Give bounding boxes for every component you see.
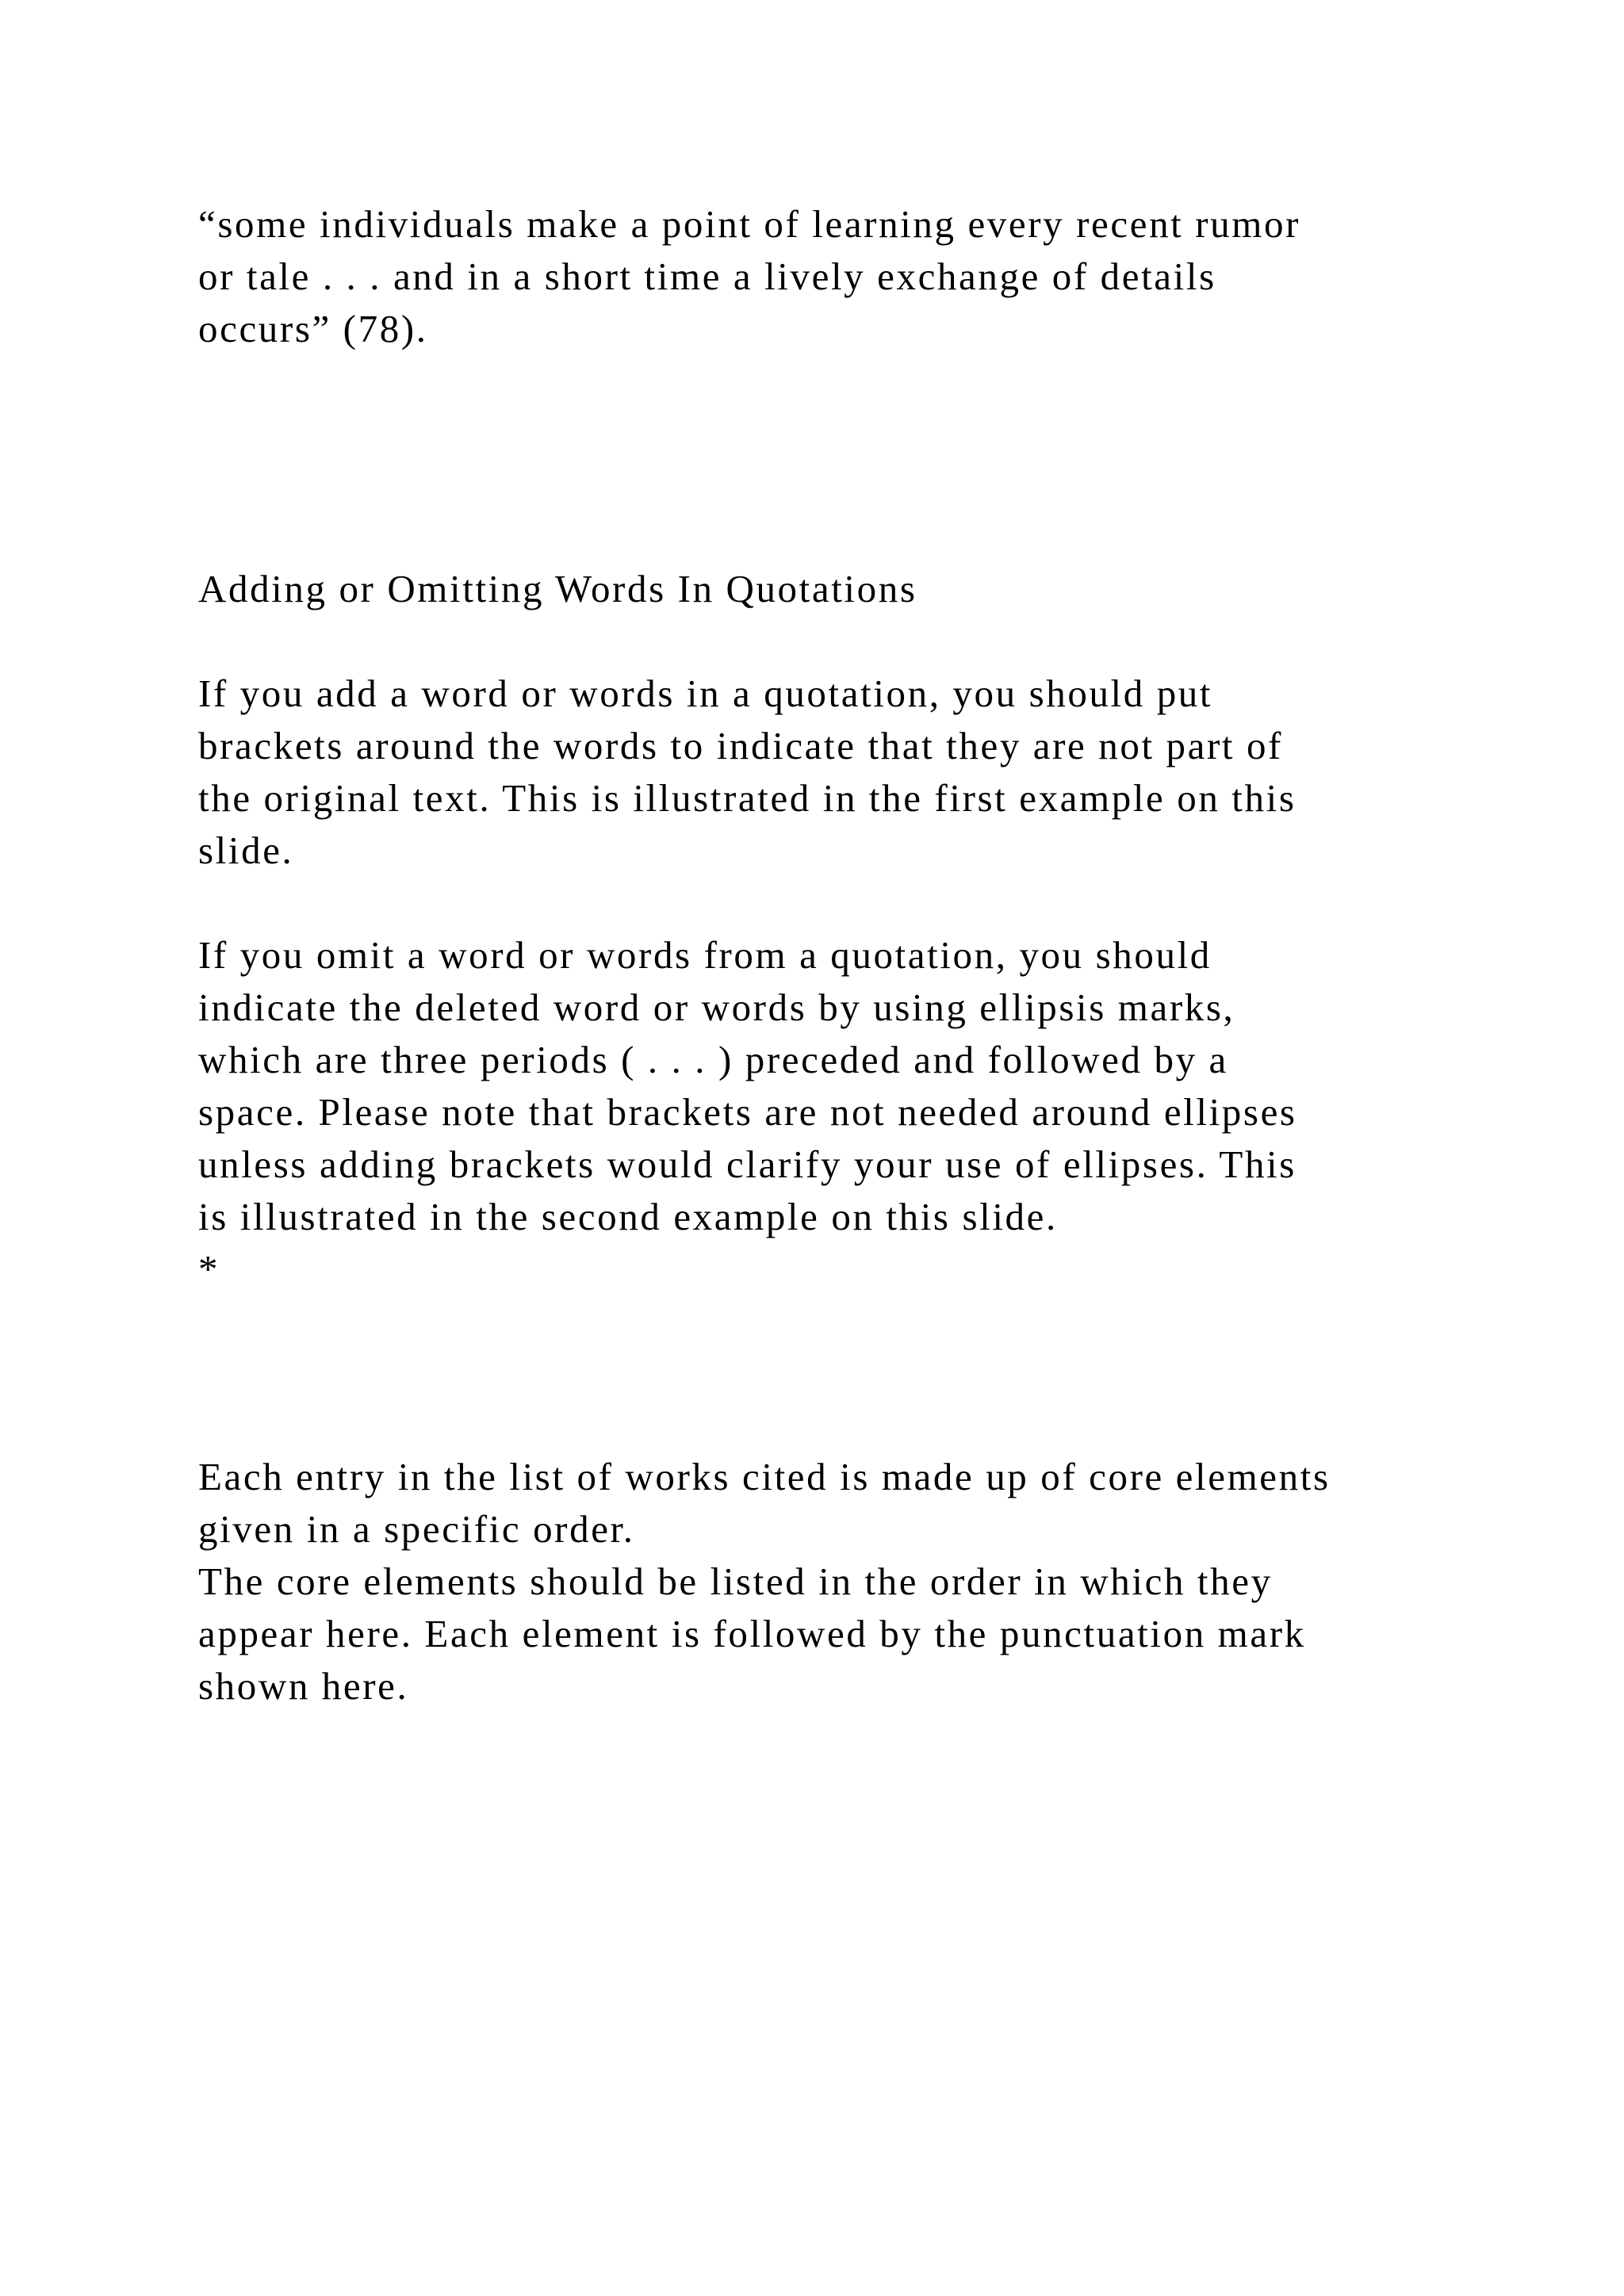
asterisk-marker: * [198,1247,220,1291]
paragraph-1-line-2: brackets around the words to indicate that they are not part of [198,724,1283,767]
quote-line-1: “some individuals make a point of learning every recent rumor [198,202,1300,246]
paragraph-3-line-5: shown here. [198,1664,409,1708]
paragraph-3-line-1: Each entry in the list of works cited is made up of core elements [198,1455,1331,1498]
paragraph-2-line-1: If you omit a word or words from a quotation, you should [198,933,1212,977]
paragraph-2-line-5: unless adding brackets would clarify your use of ellipses. This [198,1142,1297,1186]
paragraph-2-line-6: is illustrated in the second example on this slide. [198,1195,1058,1238]
section-heading: Adding or Omitting Words In Quotations [198,567,917,610]
paragraph-3-line-2: given in a specific order. [198,1507,635,1551]
paragraph-1-line-3: the original text. This is illustrated in the first example on this [198,776,1297,820]
paragraph-1-line-1: If you add a word or words in a quotation, you should put [198,672,1213,715]
paragraph-3-line-3: The core elements should be listed in the order in which they [198,1559,1273,1603]
paragraph-3-line-4: appear here. Each element is followed by the punctuation mark [198,1612,1306,1655]
paragraph-2-line-2: indicate the deleted word or words by using ellipsis marks, [198,985,1235,1029]
paragraph-2-line-4: space. Please note that brackets are not needed around ellipses [198,1090,1297,1134]
quote-line-2: or tale . . . and in a short time a lively exchange of details [198,254,1216,298]
paragraph-1-line-4: slide. [198,828,294,872]
paragraph-2-line-3: which are three periods ( . . . ) preceded and followed by a [198,1038,1228,1081]
quote-line-3: occurs” (78). [198,307,428,350]
